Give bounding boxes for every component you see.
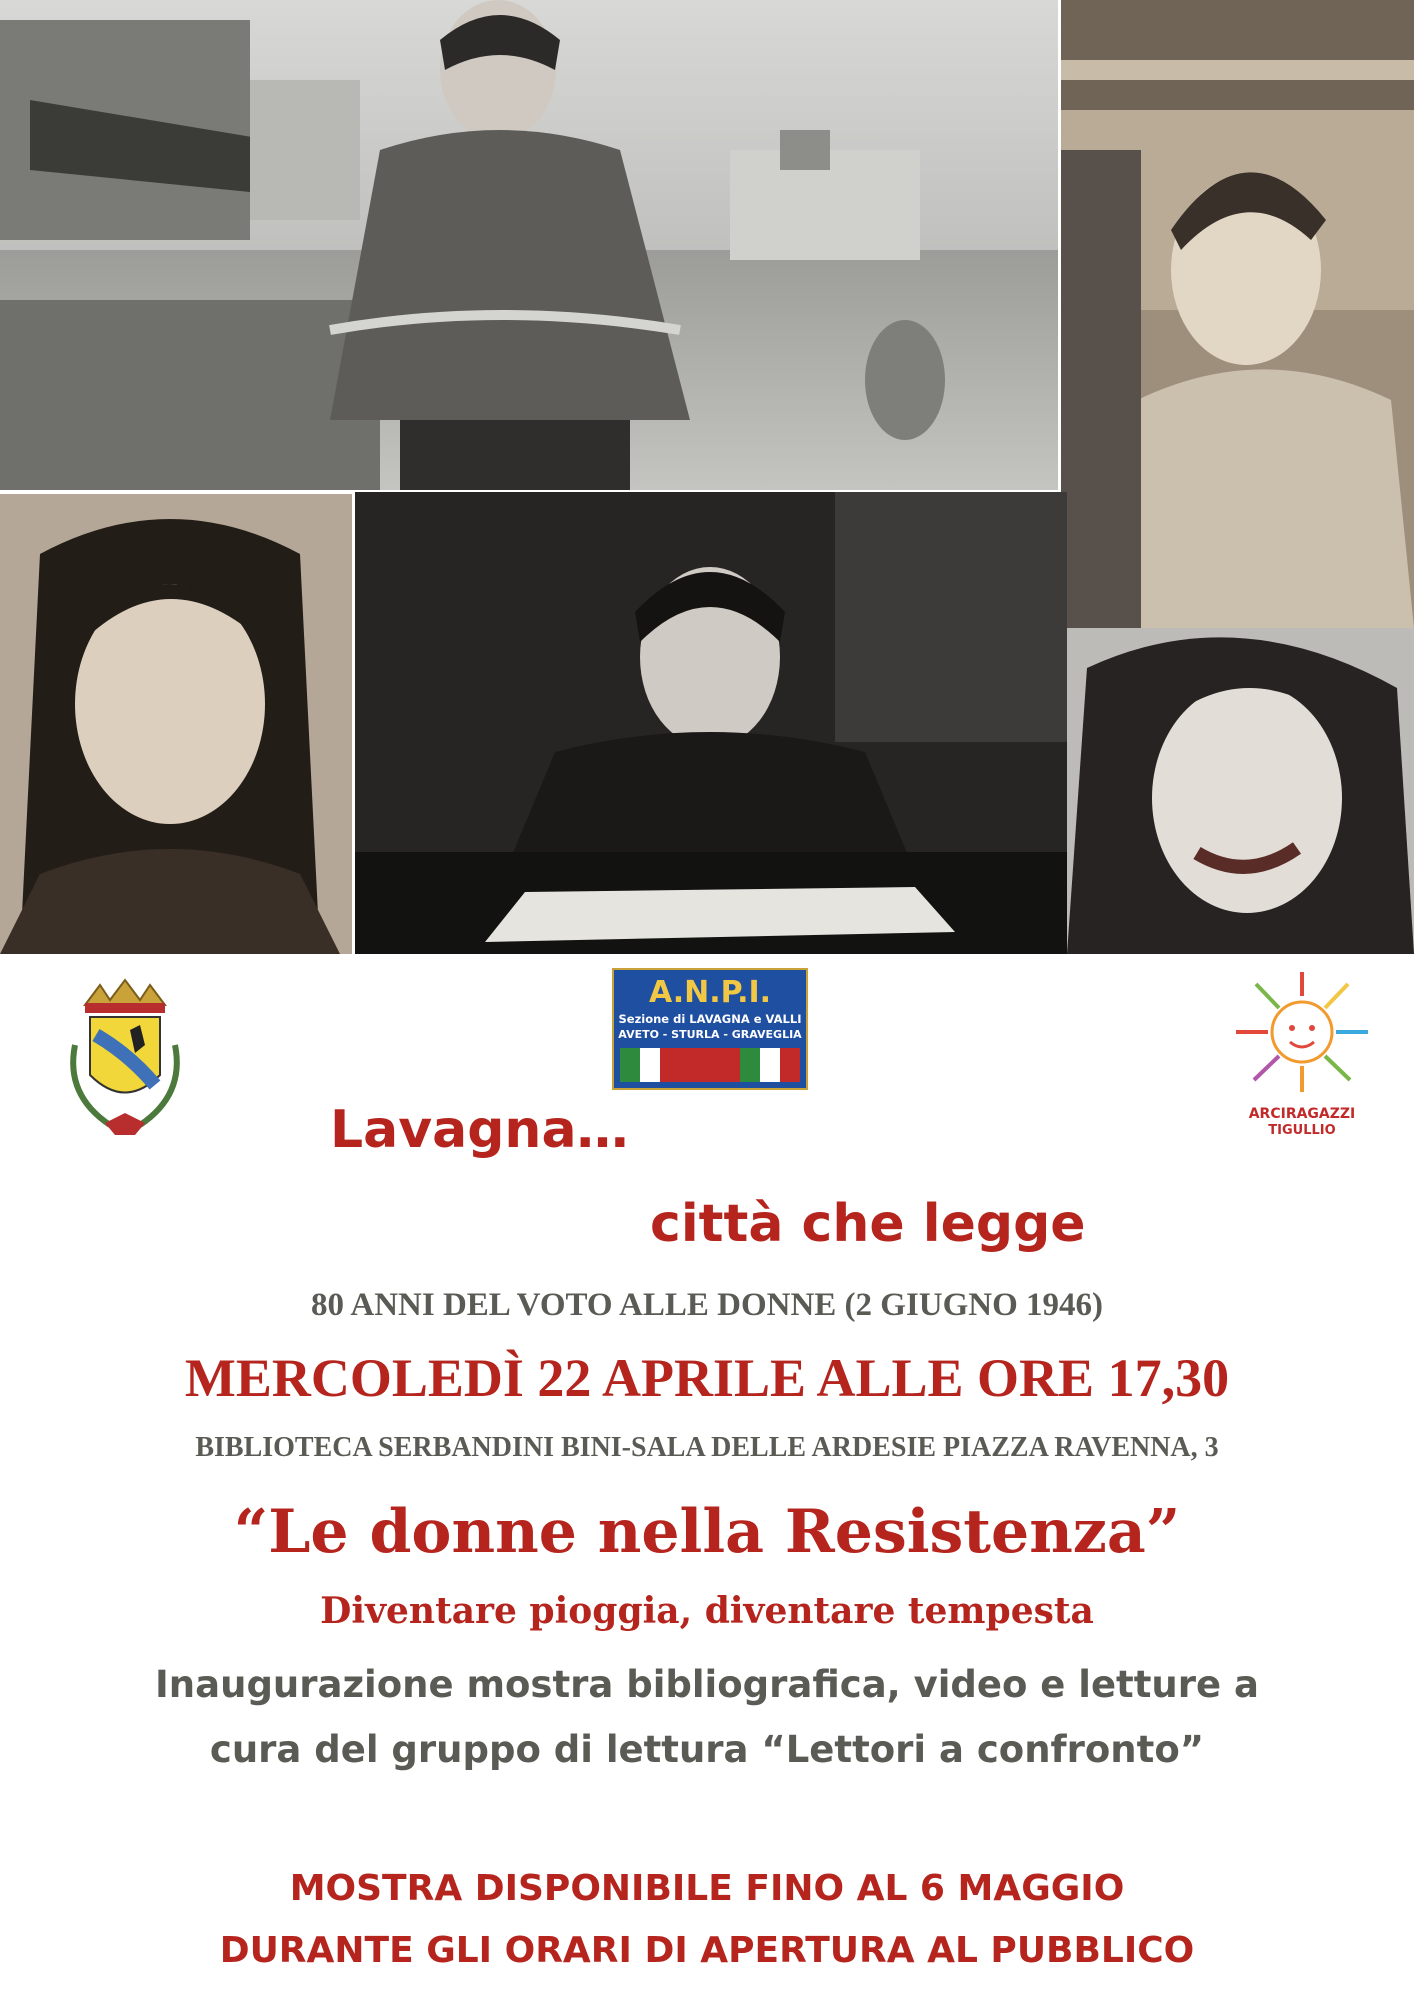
young-woman-portrait-photo: [0, 494, 352, 954]
event-subtitle: Diventare pioggia, diventare tempesta: [320, 1590, 1094, 1632]
event-datetime: MERCOLEDÌ 22 APRILE ALLE ORE 17,30: [184, 1348, 1230, 1408]
title-citta-che-legge: città che legge: [650, 1194, 1086, 1254]
smiling-woman-portrait-photo: [1067, 628, 1414, 954]
event-description-line1: Inaugurazione mostra bibliografica, video e letture a: [155, 1663, 1259, 1706]
woman-in-raincoat-photo: [1061, 0, 1414, 628]
anpi-logo-title: A.N.P.I.: [648, 975, 772, 1010]
anpi-logo: [612, 968, 808, 1090]
footer-opening-hours: DURANTE GLI ORARI DI APERTURA AL PUBBLICO: [219, 1930, 1195, 1971]
coat-of-arms-icon: [60, 975, 190, 1140]
event-description-line2: cura del gruppo di lettura “Lettori a confronto”: [209, 1728, 1205, 1771]
anpi-logo-line2: AVETO - STURLA - GRAVEGLIA: [618, 1028, 802, 1041]
anniversary-line: 80 ANNI DEL VOTO ALLE DONNE (2 GIUGNO 1946): [310, 1287, 1104, 1323]
arci-logo-line1: ARCIRAGAZZI: [1248, 1106, 1356, 1122]
arci-logo-line2: TIGULLIO: [1268, 1123, 1336, 1138]
anpi-logo-line1: Sezione di LAVAGNA e VALLI: [618, 1012, 802, 1026]
event-venue: BIBLIOTECA SERBANDINI BINI-SALA DELLE ARDESIE PIAZZA RAVENNA, 3: [195, 1432, 1219, 1463]
event-title: “Le donne nella Resistenza”: [233, 1497, 1181, 1567]
sun-logo: [1230, 970, 1375, 1145]
title-lavagna: Lavagna…: [330, 1100, 629, 1160]
woman-on-bicycle-photo: [0, 0, 1058, 490]
footer-exhibition-dates: MOSTRA DISPONIBILE FINO AL 6 MAGGIO: [289, 1868, 1125, 1909]
woman-at-desk-photo: [355, 492, 1067, 954]
